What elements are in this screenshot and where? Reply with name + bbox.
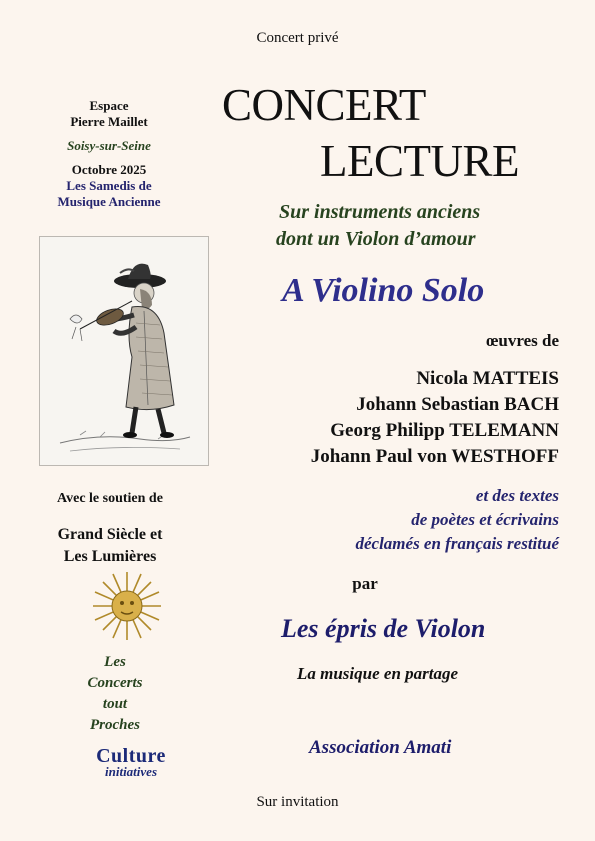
venue-date: Octobre 2025 <box>71 162 147 177</box>
texts-line2: de poètes et écrivains <box>411 510 559 529</box>
support-intro: Avec le soutien de <box>57 491 163 506</box>
concerts-word4: Proches <box>90 717 140 733</box>
series-line2: Musique Ancienne <box>57 194 161 209</box>
concerts-proches <box>36 652 194 736</box>
culture-logo-small: initiatives <box>105 764 157 779</box>
header-note: Concert privé <box>256 30 339 46</box>
tagline: La musique en partage <box>297 664 459 683</box>
texts-line1: et des textes <box>475 486 559 505</box>
texts-line3: déclamés en français restitué <box>355 534 559 553</box>
work-title: A Violino Solo <box>282 272 485 309</box>
subtitle-line1: Sur instruments anciens <box>279 201 481 223</box>
culture-initiatives-logo <box>86 746 176 786</box>
culture-logo-big: Culture <box>96 745 166 767</box>
concerts-word2: Concerts <box>87 675 143 691</box>
venue-block <box>36 98 182 210</box>
subtitle-line2: dont un Violon d’amour <box>276 228 476 250</box>
composer-1: Nicola MATTEIS <box>416 368 559 389</box>
concerts-word1: Les <box>104 654 126 670</box>
title-line2: LECTURE <box>320 136 519 186</box>
violinist-engraving-icon <box>39 236 209 466</box>
support-org-line1: Grand Siècle et <box>57 526 163 543</box>
title-line1: CONCERT <box>222 80 426 130</box>
footer-note: Sur invitation <box>256 794 339 810</box>
composer-2: Johann Sebastian BACH <box>356 394 559 415</box>
venue-line2: Pierre Maillet <box>70 114 148 129</box>
composer-4: Johann Paul von WESTHOFF <box>310 446 559 467</box>
texts-block <box>355 484 559 556</box>
association-name: Association Amati <box>309 737 452 758</box>
works-intro: œuvres de <box>486 331 559 350</box>
support-org <box>36 524 184 568</box>
composer-3: Georg Philipp TELEMANN <box>330 420 559 441</box>
venue-town: Soisy-sur-Seine <box>67 138 151 153</box>
by-label: par <box>352 574 378 593</box>
ensemble-name: Les épris de Violon <box>281 614 486 643</box>
venue-line1: Espace <box>89 98 129 113</box>
concerts-word3: tout <box>102 696 128 712</box>
support-org-line2: Les Lumières <box>63 548 157 565</box>
series-line1: Les Samedis de <box>66 178 152 193</box>
